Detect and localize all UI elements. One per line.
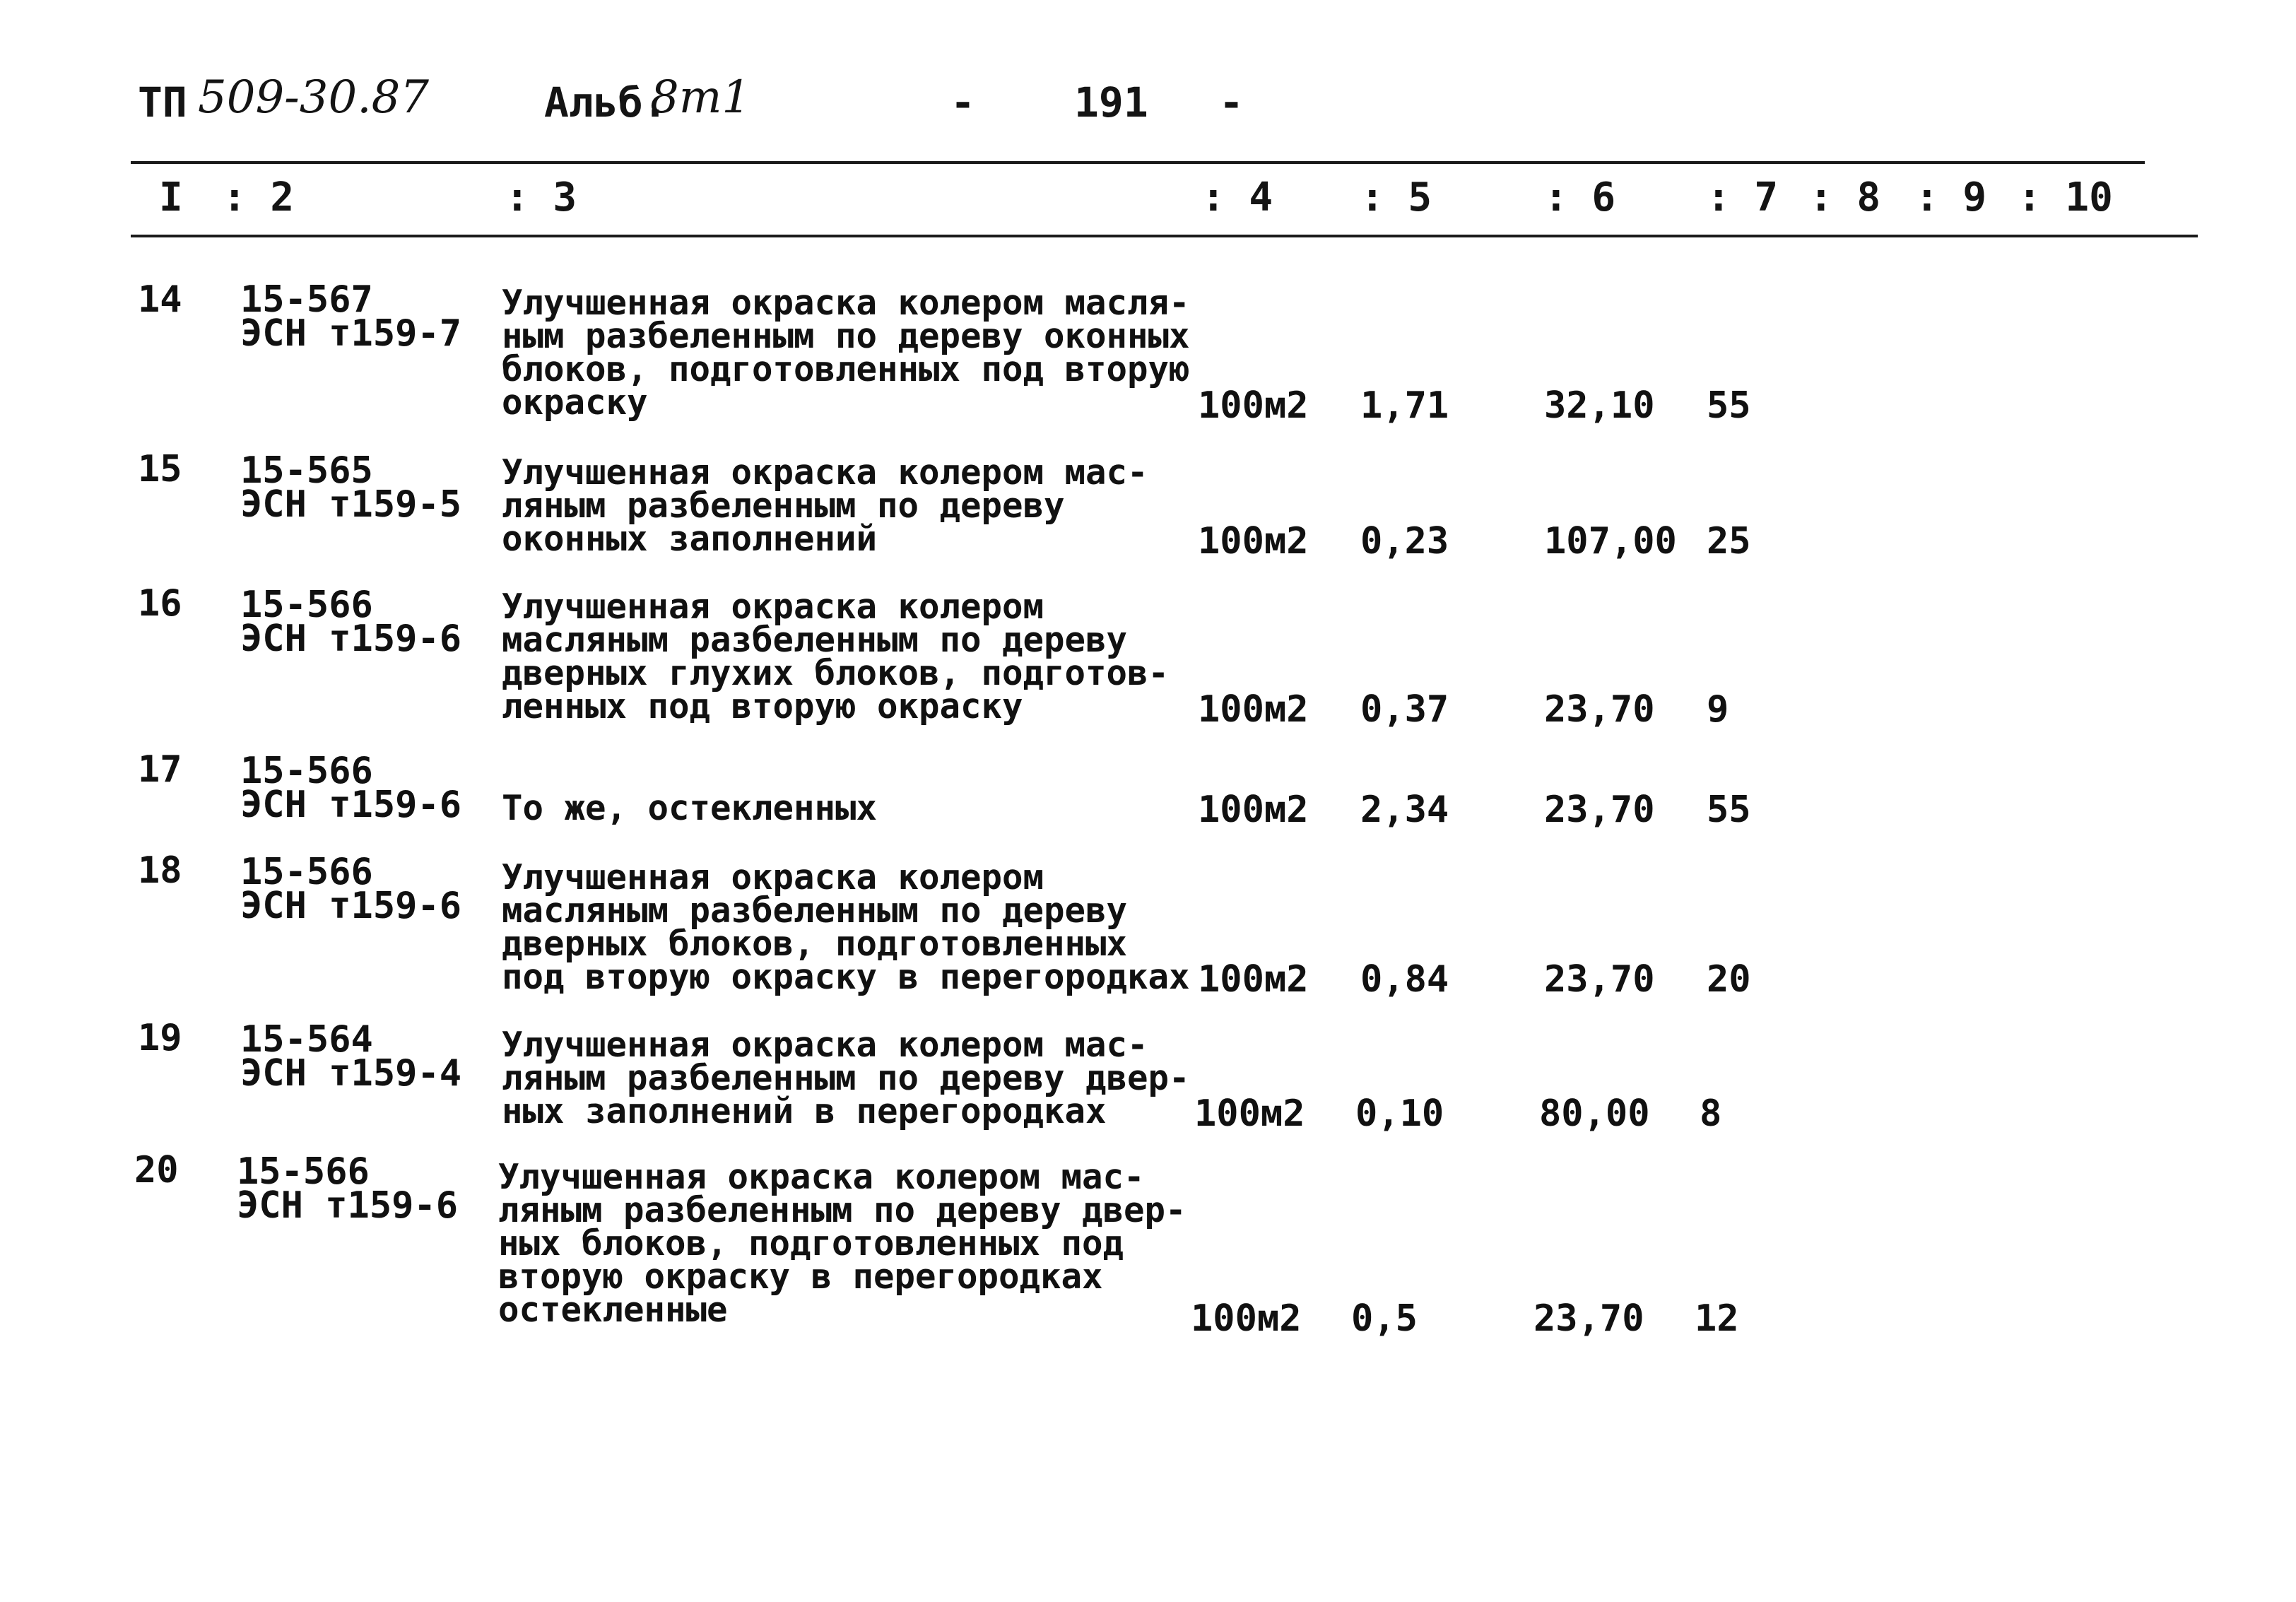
- work-description: [502, 857, 1190, 997]
- norm-code: 15-566: [240, 750, 373, 792]
- unit-price: 23,70: [1544, 958, 1655, 1001]
- description-line: ляным разбеленным по дереву двер-: [502, 1058, 1190, 1098]
- row-number: 20: [134, 1149, 179, 1191]
- unit: 100м2: [1191, 1297, 1302, 1340]
- description-line: ляным разбеленным по дереву: [502, 485, 1065, 526]
- esn-code: ЭСН т159-5: [240, 483, 462, 526]
- column-header-6: : 6: [1544, 175, 1616, 220]
- row-number: 18: [138, 849, 182, 892]
- page-number: 191: [1074, 78, 1148, 126]
- norm-code: 15-564: [240, 1018, 373, 1061]
- column-7-value: 25: [1707, 520, 1751, 563]
- album-label: Альб.: [544, 78, 668, 126]
- norm-code: 15-565: [240, 449, 373, 492]
- quantity: 1,71: [1360, 384, 1449, 427]
- unit: 100м2: [1198, 384, 1309, 427]
- column-7-value: 9: [1707, 688, 1729, 731]
- description-line: ных заполнений в перегородках: [502, 1091, 1107, 1131]
- description-line: дверных глухих блоков, подготов-: [502, 653, 1170, 693]
- column-header-1: I: [159, 175, 183, 220]
- row-number: 17: [138, 748, 182, 791]
- description-line: под вторую окраску в перегородках: [502, 957, 1190, 997]
- unit: 100м2: [1198, 958, 1309, 1001]
- column-header-8: : 8: [1809, 175, 1881, 220]
- unit-price: 23,70: [1533, 1297, 1644, 1340]
- description-line: Улучшенная окраска колером мас-: [502, 1025, 1148, 1065]
- norm-code: 15-566: [240, 851, 373, 893]
- quantity: 0,84: [1360, 958, 1449, 1001]
- column-header-2: : 2: [223, 175, 295, 220]
- description-line: Улучшенная окраска колером: [502, 587, 1044, 627]
- column-header-5: : 5: [1360, 175, 1432, 220]
- quantity: 0,5: [1351, 1297, 1418, 1340]
- unit: 100м2: [1198, 789, 1309, 831]
- column-header-4: : 4: [1201, 175, 1273, 220]
- norm-code: 15-566: [240, 584, 373, 626]
- work-description: [498, 1157, 1187, 1330]
- tp-number-handwritten: 509-30.87: [198, 71, 429, 124]
- unit-price: 23,70: [1544, 688, 1655, 731]
- column-7-value: 8: [1700, 1092, 1722, 1135]
- work-description: [502, 788, 878, 828]
- column-7-value: 20: [1707, 958, 1751, 1001]
- row-number: 19: [138, 1017, 182, 1059]
- description-line: ных блоков, подготовленных под: [498, 1223, 1124, 1264]
- description-line: ным разбеленным по дереву оконных: [502, 316, 1190, 356]
- column-header-3: : 3: [505, 175, 577, 220]
- work-description: [502, 283, 1190, 423]
- work-description: [502, 452, 1148, 559]
- esn-code: ЭСН т159-7: [240, 312, 462, 355]
- work-description: [502, 587, 1170, 726]
- unit: 100м2: [1194, 1092, 1305, 1135]
- quantity: 0,23: [1360, 520, 1449, 563]
- unit-price: 32,10: [1544, 384, 1655, 427]
- tp-label: ТП: [138, 78, 187, 126]
- description-line: дверных блоков, подготовленных: [502, 924, 1128, 964]
- column-7-value: 12: [1695, 1297, 1739, 1340]
- header-dash-right: -: [1219, 78, 1244, 126]
- unit: 100м2: [1198, 520, 1309, 563]
- quantity: 2,34: [1360, 789, 1449, 831]
- column-7-value: 55: [1707, 384, 1751, 427]
- norm-code: 15-567: [240, 278, 373, 321]
- description-line: Улучшенная окраска колером масля-: [502, 283, 1190, 323]
- esn-code: ЭСН т159-4: [240, 1052, 462, 1095]
- description-line: Улучшенная окраска колером: [502, 857, 1044, 897]
- unit-price: 80,00: [1539, 1092, 1650, 1135]
- description-line: масляным разбеленным по дереву: [502, 620, 1128, 660]
- row-number: 15: [138, 448, 182, 490]
- description-line: блоков, подготовленных под вторую: [502, 349, 1190, 389]
- work-description: [502, 1025, 1190, 1131]
- unit-price: 107,00: [1544, 520, 1677, 563]
- esn-code: ЭСН т159-6: [240, 618, 462, 660]
- column-header-7: : 7: [1707, 175, 1779, 220]
- unit-price: 23,70: [1544, 789, 1655, 831]
- header-bottom-rule: [131, 235, 2198, 237]
- description-line: ленных под вторую окраску: [502, 686, 1023, 726]
- column-7-value: 55: [1707, 789, 1751, 831]
- description-line: остекленные: [498, 1290, 728, 1330]
- description-line: вторую окраску в перегородках: [498, 1256, 1103, 1297]
- esn-code: ЭСН т159-6: [237, 1184, 459, 1227]
- description-line: ляным разбеленным по дереву двер-: [498, 1190, 1187, 1230]
- esn-code: ЭСН т159-6: [240, 784, 462, 826]
- album-number-handwritten: 8т1: [650, 71, 751, 124]
- header-dash-left: -: [950, 78, 975, 126]
- description-line: То же, остекленных: [502, 788, 878, 828]
- description-line: оконных заполнений: [502, 519, 878, 559]
- quantity: 0,10: [1355, 1092, 1444, 1135]
- description-line: окраску: [502, 382, 648, 423]
- norm-code: 15-566: [237, 1150, 370, 1193]
- top-rule: [131, 161, 2145, 164]
- description-line: Улучшенная окраска колером мас-: [502, 452, 1148, 493]
- description-line: масляным разбеленным по дереву: [502, 890, 1128, 931]
- row-number: 16: [138, 582, 182, 625]
- column-header-9: : 9: [1915, 175, 1987, 220]
- description-line: Улучшенная окраска колером мас-: [498, 1157, 1145, 1197]
- row-number: 14: [138, 278, 182, 321]
- esn-code: ЭСН т159-6: [240, 885, 462, 927]
- column-header-10: : 10: [2018, 175, 2113, 220]
- unit: 100м2: [1198, 688, 1309, 731]
- quantity: 0,37: [1360, 688, 1449, 731]
